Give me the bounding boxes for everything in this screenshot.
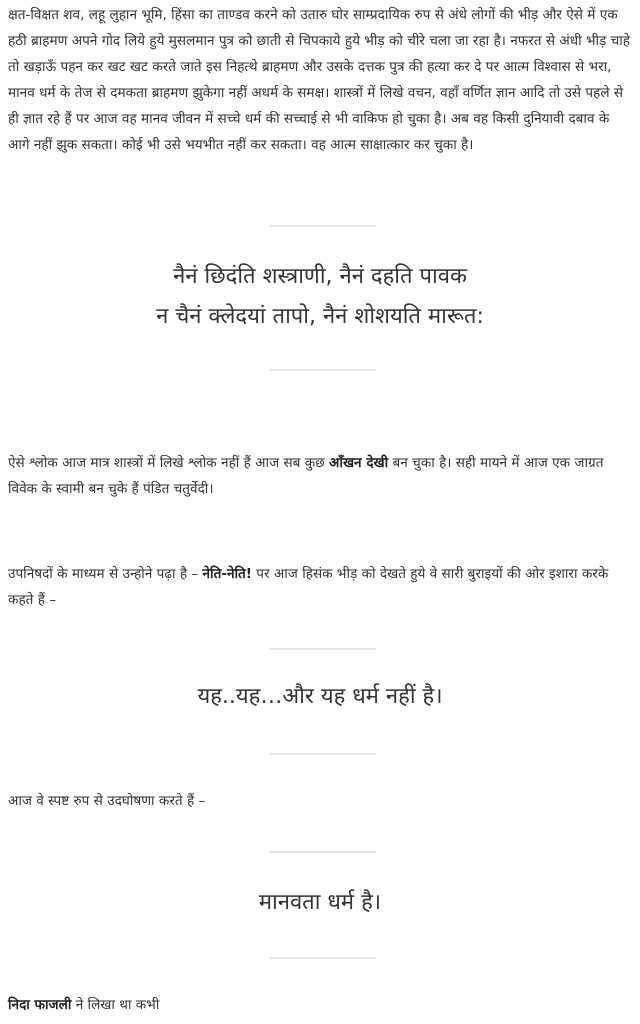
bold-phrase: आँखन देखी <box>329 455 389 471</box>
paragraph-declaration: आज वे स्पष्ट रुप से उदघोषणा करते हैं – <box>8 793 206 809</box>
divider <box>269 225 376 227</box>
paragraph-nida-fazli <box>8 992 632 1018</box>
bold-phrase: नेति-नेति! <box>202 566 252 582</box>
divider <box>269 753 376 755</box>
paragraph-text: बन चुका है। सही मायने में आज एक जाग्रत विवेक के स्वामी बन चुके हैं पंडित चतुर्वेदी। <box>8 455 604 497</box>
divider <box>269 369 376 371</box>
quote-not-dharma: यह..यह…और यह धर्म नहीं है। <box>197 684 443 709</box>
paragraph-upanishad <box>8 561 632 613</box>
sanskrit-shloka-line-2: न चैनं क्लेदयां तापो, नैनं शोशयति मारूत: <box>156 304 484 329</box>
paragraph-shloka-meaning <box>8 450 632 502</box>
paragraph-text: पर आज हिसंक भीड़ को देखते हुये वे सारी बुराइयों की ओर इशारा करके कहते हैं – <box>8 566 609 608</box>
paragraph-text: ने लिखा था कभी <box>71 997 160 1013</box>
bold-name: निदा फाजली <box>8 997 72 1013</box>
sanskrit-shloka-line-1: नैनं छिदंति शस्त्राणी, नैनं दहति पावक <box>173 264 467 289</box>
paragraph-text: उपनिषदों के माध्यम से उन्होने पढ़ा है – <box>8 566 203 582</box>
divider <box>269 851 376 853</box>
paragraph-text: ऐसे श्लोक आज मात्र शास्त्रों में लिखे श्लोक नहीं हैं आज सब कुछ <box>8 455 330 471</box>
divider <box>269 957 376 959</box>
divider <box>269 648 376 650</box>
quote-humanity-dharma: मानवता धर्म है। <box>258 890 382 915</box>
paragraph-intro: क्षत-विक्षत शव, लहू लुहान भूमि, हिंसा का ताण्डव करने को उतारु घोर साम्प्रदायिक रुप से अंधे लोगों की भीड़ और ऐसे में एक हठी ब्राहमण अपने गोद लिये हुये मुसलमान पुत्र को छाती से चिपकाये हुये भीड़ को चीरे चला जा रहा है। नफरत से अंधी भीड़ चाहे तो खड़ाऊँ पहन कर खट खट करते जाते इस निहत्थे ब्राहमण और उसके दत्तक पुत्र की हत्या कर दे पर आत्म विश्वास से भरा, मानव धर्म के तेज से दमकता ब्राहमण झुकेगा नहीं अधर्म के समक्ष। शास्त्रों में लिखे वचन, वहाँ वर्णित ज्ञान आदि तो उसे पहले से ही ज्ञात रहे हैं पर आज वह मानव जीवन में सच्चे धर्म की सच्चाई से भी वाकिफ हो चुका है। अब वह किसी दुनियावी दबाव के आगे नहीं झुक सकता। कोई भी उसे भयभीत नहीं कर सकता। वह आत्म साक्षात्कार कर चुका है। <box>8 7 630 153</box>
